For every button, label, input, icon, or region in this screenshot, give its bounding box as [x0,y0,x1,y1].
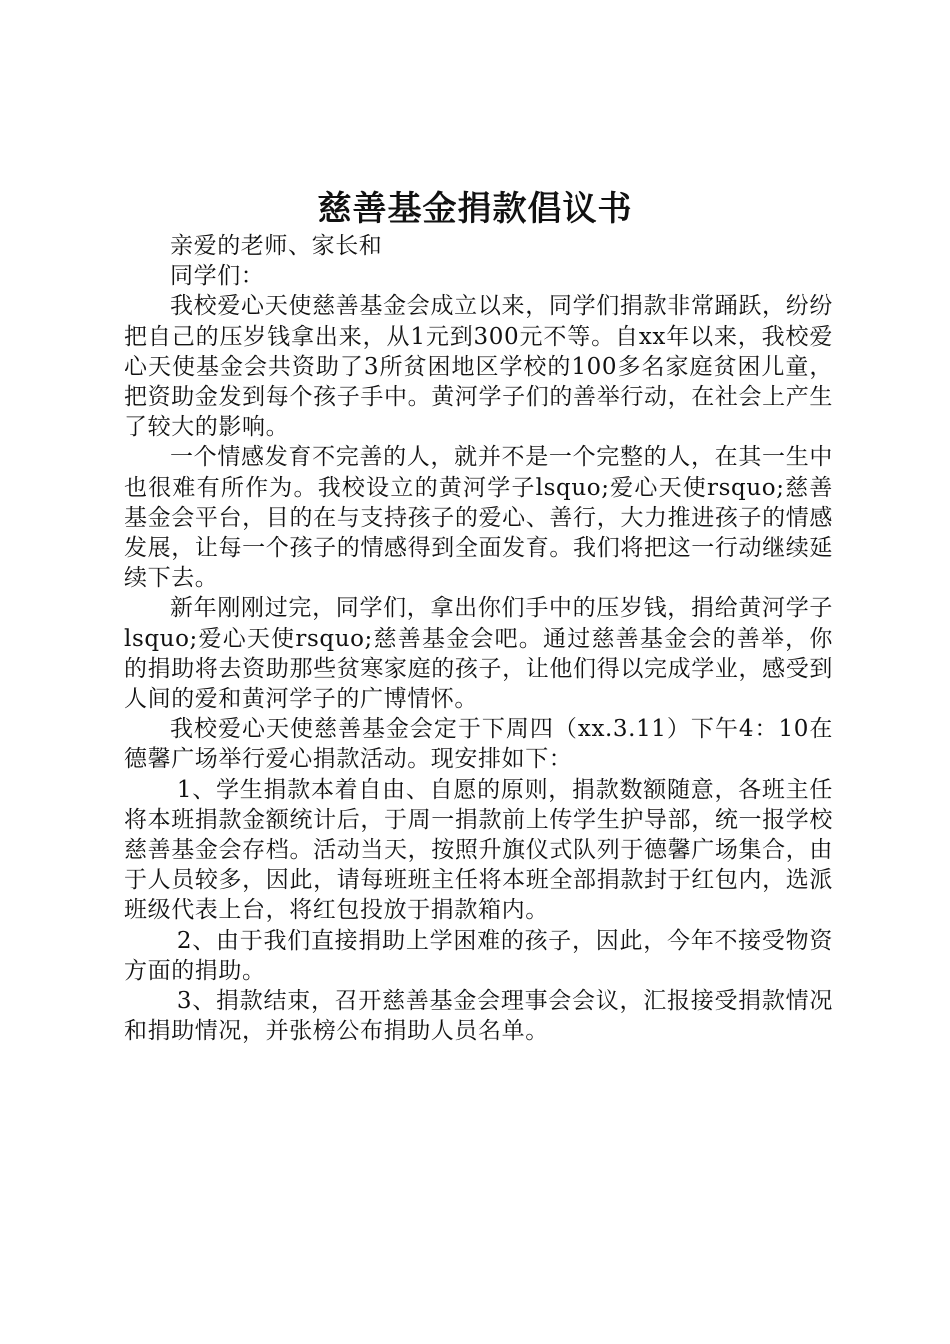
paragraph-appeal: 新年刚刚过完，同学们，拿出你们手中的压岁钱，捐给黄河学子lsquo;爱心天使rsquo;慈善基金会吧。通过慈善基金会的善举，你的捐助将去资助那些贫寒家庭的孩子，让他们得以完成学业，感受到人间的爱和黄河学子的广博情怀。 [124,595,833,713]
salutation-line-2: 同学们： [170,263,265,290]
document-body [124,231,833,1046]
arrangement-item-3: 3、捐款结束，召开慈善基金会理事会会议，汇报接受捐款情况和捐助情况，并张榜公布捐助人员名单。 [124,988,833,1045]
document-title: 慈善基金捐款倡议书 [317,189,633,229]
arrangement-item-1: 1、学生捐款本着自由、自愿的原则，捐款数额随意，各班主任将本班捐款金额统计后，于周一捐款前上传学生护导部，统一报学校慈善基金会存档。活动当天，按照升旗仪式队列于德馨广场集合，由于人员较多，因此，请每班班主任将本班全部捐款封于红包内，选派班级代表上台，将红包投放于捐款箱内。 [124,776,833,924]
paragraph-intro: 我校爱心天使慈善基金会成立以来，同学们捐款非常踊跃，纷纷把自己的压岁钱拿出来，从1元到300元不等。自xx年以来，我校爱心天使基金会共资助了3所贫困地区学校的100多名家庭贫困儿童，把资助金发到每个孩子手中。黄河学子们的善举行动，在社会上产生了较大的影响。 [124,293,833,441]
paragraph-schedule: 我校爱心天使慈善基金会定于下周四（xx.3.11）下午4：10在德馨广场举行爱心捐款活动。现安排如下： [124,716,833,773]
salutation-line-1: 亲爱的老师、家长和 [170,233,383,259]
arrangement-item-2: 2、由于我们直接捐助上学困难的孩子，因此，今年不接受物资方面的捐助。 [124,927,833,984]
paragraph-emotion: 一个情感发育不完善的人，就并不是一个完整的人，在其一生中也很难有所作为。我校设立的黄河学子lsquo;爱心天使rsquo;慈善基金会平台，目的在与支持孩子的爱心、善行，大力推进孩子的情感发展，让每一个孩子的情感得到全面发育。我们将把这一行动继续延续下去。 [124,444,833,592]
